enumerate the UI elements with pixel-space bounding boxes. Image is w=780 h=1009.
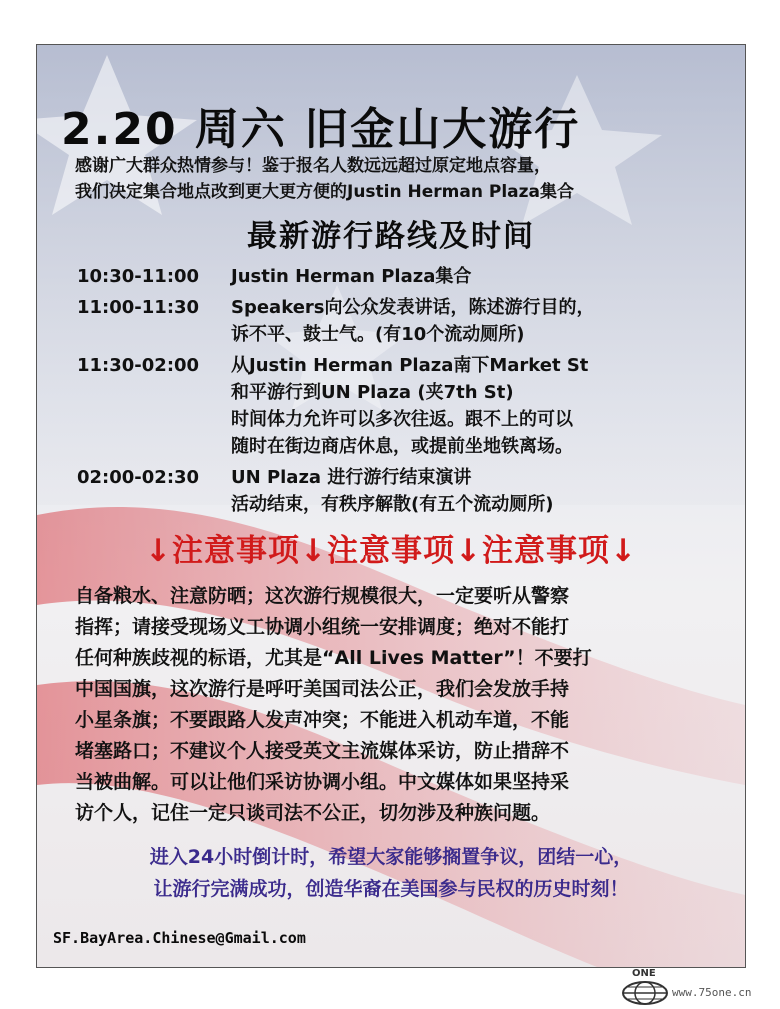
schedule-line: 从Justin Herman Plaza南下Market St <box>231 355 589 376</box>
intro-line: 感谢广大群众热情参与！鉴于报名人数远远超过原定地点容量， <box>75 156 551 176</box>
rules-line: 堵塞路口；不建议个人接受英文主流媒体采访，防止措辞不 <box>75 740 570 762</box>
schedule-time: 11:30-02:00 <box>77 355 200 376</box>
rules-line: 当被曲解。可以让他们采访协调小组。中文媒体如果坚持采 <box>75 771 570 793</box>
schedule-line: 随时在街边商店休息，或提前坐地铁离场。 <box>231 436 573 457</box>
schedule-line: Justin Herman Plaza集合 <box>231 266 472 287</box>
schedule-line: UN Plaza 进行游行结束演讲 <box>231 467 472 488</box>
down-arrow-icon: ↓ <box>145 533 173 569</box>
notice-label: 注意事项 <box>327 533 455 569</box>
poster-content <box>37 45 745 967</box>
closing-line: 进入24小时倒计时，希望大家能够搁置争议，团结一心， <box>149 846 633 868</box>
rules-line: 中国国旗，这次游行是呼吁美国司法公正，我们会发放手持 <box>75 678 570 700</box>
site-url: www.75one.cn <box>672 986 752 999</box>
site-watermark <box>618 966 780 1006</box>
down-arrow-icon: ↓ <box>455 533 482 569</box>
down-arrow-icon: ↓ <box>609 533 637 569</box>
schedule-desc <box>231 464 553 518</box>
closing-line: 让游行完满成功，创造华裔在美国参与民权的历史时刻！ <box>153 878 629 900</box>
schedule-line: 活动结束，有秩序解散(有五个流动厕所) <box>231 494 554 515</box>
schedule-heading: 最新游行路线及时间 <box>247 219 535 254</box>
schedule-line: 和平游行到UN Plaza (夹7th St) <box>231 382 514 403</box>
poster-frame <box>36 44 746 968</box>
logo-text: ONE <box>632 968 656 979</box>
rules-line: 访个人，记住一定只谈司法不公正，切勿涉及种族问题。 <box>75 802 551 824</box>
notice-label: 注意事项 <box>172 533 301 569</box>
notice-banner <box>37 525 745 570</box>
rules-line: 指挥；请接受现场义工协调小组统一安排调度；绝对不能打 <box>75 616 570 638</box>
schedule-row <box>77 263 737 290</box>
schedule-line: 时间体力允许可以多次往返。跟不上的可以 <box>231 409 573 430</box>
down-arrow-icon: ↓ <box>300 533 327 569</box>
schedule-line: 诉不平、鼓士气。(有10个流动厕所) <box>231 324 525 345</box>
notice-label: 注意事项 <box>481 533 610 569</box>
schedule-row <box>77 352 737 460</box>
schedule-time: 02:00-02:30 <box>77 467 200 488</box>
rules-line: 任何种族歧视的标语，尤其是“All Lives Matter”！不要打 <box>75 647 592 669</box>
schedule-desc <box>231 263 471 290</box>
contact-email: SF.BayArea.Chinese@Gmail.com <box>53 929 306 947</box>
schedule-row <box>77 294 737 348</box>
closing-message <box>37 841 745 905</box>
poster-title: 2.20 周六 旧金山大游行 <box>61 104 581 155</box>
schedule-time: 10:30-11:00 <box>77 266 200 287</box>
schedule-desc <box>231 352 588 460</box>
rules-line: 自备粮水、注意防晒；这次游行规模很大，一定要听从警察 <box>75 585 570 607</box>
globe-logo-icon <box>620 966 670 1006</box>
schedule-time: 11:00-11:30 <box>77 297 200 318</box>
schedule-list <box>77 263 737 522</box>
schedule-row <box>77 464 737 518</box>
rules-text <box>75 581 725 829</box>
intro-text <box>75 153 745 205</box>
schedule-line: Speakers向公众发表讲话，陈述游行目的， <box>231 297 595 318</box>
schedule-desc <box>231 294 595 348</box>
intro-line: 我们决定集合地点改到更大更方便的Justin Herman Plaza集合 <box>75 182 574 202</box>
rules-line: 小星条旗；不要跟路人发声冲突；不能进入机动车道，不能 <box>75 709 570 731</box>
